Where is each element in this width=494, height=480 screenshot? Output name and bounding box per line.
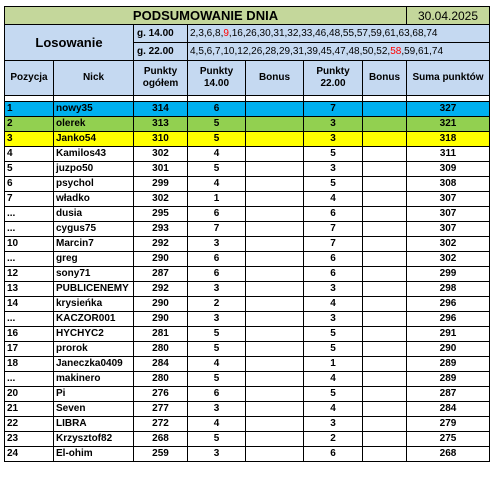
cell-nick: juzpo50 <box>54 162 134 177</box>
cell-nick: nowy35 <box>54 102 134 117</box>
cell-p22: 2 <box>304 432 363 447</box>
cell-total: 276 <box>134 387 188 402</box>
cell-nick: PUBLICENEMY <box>54 282 134 297</box>
cell-pos: 17 <box>5 342 54 357</box>
cell-p14: 5 <box>188 162 246 177</box>
cell-p14: 5 <box>188 117 246 132</box>
header-suma: Suma punktów <box>407 61 490 96</box>
date-cell: 30.04.2025 <box>407 7 490 25</box>
draw-numbers-22: 4,5,6,7,10,12,26,28,29,31,39,45,47,48,50,52,58,59,61,74 <box>188 43 490 61</box>
cell-bonus1 <box>246 297 304 312</box>
cell-bonus2 <box>363 192 407 207</box>
cell-p14: 2 <box>188 297 246 312</box>
cell-p14: 6 <box>188 207 246 222</box>
cell-pos: 18 <box>5 357 54 372</box>
cell-bonus2 <box>363 432 407 447</box>
draw-label-14: g. 14.00 <box>134 25 188 43</box>
cell-sum: 307 <box>407 207 490 222</box>
cell-bonus1 <box>246 327 304 342</box>
cell-nick: Pi <box>54 387 134 402</box>
table-row <box>5 192 490 207</box>
cell-nick: psychol <box>54 177 134 192</box>
cell-bonus1 <box>246 312 304 327</box>
header-pozycja: Pozycja <box>5 61 54 96</box>
cell-p14: 6 <box>188 252 246 267</box>
summary-sheet <box>4 6 490 462</box>
cell-bonus2 <box>363 267 407 282</box>
cell-total: 290 <box>134 297 188 312</box>
table-row <box>5 267 490 282</box>
cell-p22: 6 <box>304 252 363 267</box>
cell-p22: 6 <box>304 207 363 222</box>
cell-sum: 296 <box>407 297 490 312</box>
cell-sum: 287 <box>407 387 490 402</box>
cell-bonus1 <box>246 282 304 297</box>
cell-p22: 6 <box>304 267 363 282</box>
cell-bonus2 <box>363 147 407 162</box>
cell-p22: 5 <box>304 147 363 162</box>
cell-nick: HYCHYC2 <box>54 327 134 342</box>
cell-total: 259 <box>134 447 188 462</box>
draw-hit-22: 58 <box>390 46 402 57</box>
cell-bonus2 <box>363 417 407 432</box>
table-row <box>5 252 490 267</box>
cell-sum: 291 <box>407 327 490 342</box>
cell-bonus2 <box>363 252 407 267</box>
table-row <box>5 387 490 402</box>
cell-nick: władko <box>54 192 134 207</box>
cell-p22: 5 <box>304 177 363 192</box>
cell-pos: 20 <box>5 387 54 402</box>
header-punkty-ogolem: Punkty ogółem <box>134 61 188 96</box>
cell-p22: 4 <box>304 372 363 387</box>
cell-p14: 5 <box>188 327 246 342</box>
cell-bonus2 <box>363 237 407 252</box>
header-punkty-14: Punkty 14.00 <box>188 61 246 96</box>
cell-pos: ... <box>5 312 54 327</box>
cell-total: 272 <box>134 417 188 432</box>
cell-pos: 21 <box>5 402 54 417</box>
cell-sum: 289 <box>407 357 490 372</box>
cell-bonus1 <box>246 102 304 117</box>
cell-nick: El-ohim <box>54 447 134 462</box>
cell-pos: 13 <box>5 282 54 297</box>
draw-hit-14: 9 <box>223 28 229 39</box>
header-bonus-2: Bonus <box>363 61 407 96</box>
cell-sum: 296 <box>407 312 490 327</box>
cell-total: 281 <box>134 327 188 342</box>
cell-total: 310 <box>134 132 188 147</box>
cell-nick: sony71 <box>54 267 134 282</box>
table-row <box>5 342 490 357</box>
cell-p14: 5 <box>188 132 246 147</box>
draw-label-22: g. 22.00 <box>134 43 188 61</box>
cell-bonus2 <box>363 447 407 462</box>
cell-total: 292 <box>134 237 188 252</box>
table-row <box>5 297 490 312</box>
losowanie-label: Losowanie <box>5 25 134 61</box>
table-row <box>5 402 490 417</box>
cell-total: 313 <box>134 117 188 132</box>
cell-sum: 321 <box>407 117 490 132</box>
draw-numbers-14: 2,3,6,8,9,16,26,30,31,32,33,46,48,55,57,59,61,63,68,74 <box>188 25 490 43</box>
cell-bonus2 <box>363 102 407 117</box>
cell-nick: LIBRA <box>54 417 134 432</box>
table-row <box>5 282 490 297</box>
cell-sum: 279 <box>407 417 490 432</box>
cell-bonus1 <box>246 237 304 252</box>
cell-p22: 5 <box>304 387 363 402</box>
cell-pos: ... <box>5 372 54 387</box>
cell-bonus1 <box>246 252 304 267</box>
cell-bonus1 <box>246 417 304 432</box>
cell-bonus2 <box>363 327 407 342</box>
cell-bonus2 <box>363 117 407 132</box>
table-row <box>5 117 490 132</box>
rows-body <box>5 102 490 462</box>
cell-sum: 327 <box>407 102 490 117</box>
table-row <box>5 312 490 327</box>
cell-bonus2 <box>363 312 407 327</box>
cell-total: 302 <box>134 147 188 162</box>
cell-total: 280 <box>134 372 188 387</box>
cell-sum: 275 <box>407 432 490 447</box>
cell-nick: Marcin7 <box>54 237 134 252</box>
cell-total: 290 <box>134 252 188 267</box>
cell-bonus2 <box>363 162 407 177</box>
cell-p14: 3 <box>188 402 246 417</box>
table-row <box>5 177 490 192</box>
cell-nick: prorok <box>54 342 134 357</box>
table-row <box>5 102 490 117</box>
cell-pos: 7 <box>5 192 54 207</box>
cell-p22: 7 <box>304 102 363 117</box>
cell-bonus2 <box>363 357 407 372</box>
cell-pos: 5 <box>5 162 54 177</box>
header-row <box>5 61 490 96</box>
cell-bonus1 <box>246 147 304 162</box>
table-row <box>5 357 490 372</box>
cell-pos: 14 <box>5 297 54 312</box>
cell-bonus2 <box>363 372 407 387</box>
cell-sum: 309 <box>407 162 490 177</box>
cell-nick: KACZOR001 <box>54 312 134 327</box>
cell-bonus1 <box>246 372 304 387</box>
cell-pos: 16 <box>5 327 54 342</box>
cell-pos: 1 <box>5 102 54 117</box>
cell-sum: 289 <box>407 372 490 387</box>
cell-bonus2 <box>363 282 407 297</box>
cell-nick: makinero <box>54 372 134 387</box>
cell-pos: 24 <box>5 447 54 462</box>
cell-nick: greg <box>54 252 134 267</box>
header-punkty-22: Punkty 22.00 <box>304 61 363 96</box>
cell-bonus2 <box>363 387 407 402</box>
table-row <box>5 447 490 462</box>
cell-nick: olerek <box>54 117 134 132</box>
cell-bonus1 <box>246 432 304 447</box>
cell-p14: 4 <box>188 417 246 432</box>
cell-p22: 3 <box>304 132 363 147</box>
table-row <box>5 147 490 162</box>
cell-bonus1 <box>246 402 304 417</box>
cell-pos: 10 <box>5 237 54 252</box>
cell-p22: 7 <box>304 222 363 237</box>
cell-p14: 3 <box>188 447 246 462</box>
cell-pos: ... <box>5 222 54 237</box>
cell-p22: 3 <box>304 117 363 132</box>
cell-pos: 12 <box>5 267 54 282</box>
cell-total: 287 <box>134 267 188 282</box>
cell-sum: 308 <box>407 177 490 192</box>
cell-p14: 4 <box>188 357 246 372</box>
cell-p22: 3 <box>304 162 363 177</box>
cell-pos: 3 <box>5 132 54 147</box>
table-row <box>5 132 490 147</box>
cell-total: 268 <box>134 432 188 447</box>
results-table <box>4 6 490 462</box>
cell-bonus1 <box>246 162 304 177</box>
cell-pos: 6 <box>5 177 54 192</box>
cell-p14: 3 <box>188 312 246 327</box>
cell-total: 280 <box>134 342 188 357</box>
cell-sum: 311 <box>407 147 490 162</box>
cell-bonus2 <box>363 207 407 222</box>
table-row <box>5 162 490 177</box>
cell-bonus2 <box>363 297 407 312</box>
cell-bonus2 <box>363 342 407 357</box>
cell-bonus2 <box>363 132 407 147</box>
cell-bonus1 <box>246 192 304 207</box>
cell-p22: 3 <box>304 417 363 432</box>
cell-pos: 22 <box>5 417 54 432</box>
cell-p14: 5 <box>188 372 246 387</box>
cell-total: 314 <box>134 102 188 117</box>
cell-p14: 7 <box>188 222 246 237</box>
cell-bonus1 <box>246 447 304 462</box>
page-title: PODSUMOWANIE DNIA <box>5 7 407 25</box>
cell-nick: Krzysztof82 <box>54 432 134 447</box>
cell-nick: dusia <box>54 207 134 222</box>
cell-p22: 4 <box>304 192 363 207</box>
cell-p14: 4 <box>188 177 246 192</box>
cell-p14: 6 <box>188 267 246 282</box>
cell-p14: 6 <box>188 387 246 402</box>
cell-sum: 299 <box>407 267 490 282</box>
cell-p14: 4 <box>188 147 246 162</box>
cell-p22: 5 <box>304 327 363 342</box>
cell-total: 293 <box>134 222 188 237</box>
cell-total: 295 <box>134 207 188 222</box>
cell-total: 284 <box>134 357 188 372</box>
table-row <box>5 372 490 387</box>
cell-p22: 4 <box>304 402 363 417</box>
header-bonus-1: Bonus <box>246 61 304 96</box>
cell-p22: 3 <box>304 312 363 327</box>
cell-sum: 268 <box>407 447 490 462</box>
cell-sum: 290 <box>407 342 490 357</box>
cell-bonus2 <box>363 177 407 192</box>
cell-bonus2 <box>363 222 407 237</box>
cell-sum: 302 <box>407 252 490 267</box>
cell-pos: 2 <box>5 117 54 132</box>
cell-bonus1 <box>246 387 304 402</box>
cell-sum: 302 <box>407 237 490 252</box>
cell-p22: 1 <box>304 357 363 372</box>
cell-p22: 3 <box>304 282 363 297</box>
cell-pos: 4 <box>5 147 54 162</box>
cell-nick: Seven <box>54 402 134 417</box>
cell-nick: krysieńka <box>54 297 134 312</box>
cell-pos: ... <box>5 252 54 267</box>
cell-total: 299 <box>134 177 188 192</box>
cell-bonus1 <box>246 222 304 237</box>
cell-total: 277 <box>134 402 188 417</box>
cell-p14: 1 <box>188 192 246 207</box>
cell-bonus1 <box>246 357 304 372</box>
cell-sum: 307 <box>407 222 490 237</box>
cell-bonus1 <box>246 177 304 192</box>
cell-p22: 7 <box>304 237 363 252</box>
cell-p22: 4 <box>304 297 363 312</box>
cell-total: 301 <box>134 162 188 177</box>
cell-bonus1 <box>246 132 304 147</box>
cell-p14: 5 <box>188 342 246 357</box>
cell-bonus1 <box>246 267 304 282</box>
table-row <box>5 222 490 237</box>
cell-p22: 5 <box>304 342 363 357</box>
cell-sum: 307 <box>407 192 490 207</box>
cell-sum: 318 <box>407 132 490 147</box>
cell-bonus2 <box>363 402 407 417</box>
table-row <box>5 417 490 432</box>
header-nick: Nick <box>54 61 134 96</box>
cell-p22: 6 <box>304 447 363 462</box>
cell-nick: cygus75 <box>54 222 134 237</box>
table-row <box>5 432 490 447</box>
cell-sum: 284 <box>407 402 490 417</box>
cell-nick: Janeczka0409 <box>54 357 134 372</box>
cell-pos: 23 <box>5 432 54 447</box>
cell-total: 292 <box>134 282 188 297</box>
cell-bonus1 <box>246 117 304 132</box>
table-row <box>5 327 490 342</box>
cell-bonus1 <box>246 207 304 222</box>
cell-pos: ... <box>5 207 54 222</box>
cell-total: 302 <box>134 192 188 207</box>
table-row <box>5 237 490 252</box>
cell-nick: Janko54 <box>54 132 134 147</box>
cell-nick: Kamilos43 <box>54 147 134 162</box>
cell-p14: 3 <box>188 237 246 252</box>
cell-p14: 6 <box>188 102 246 117</box>
cell-total: 290 <box>134 312 188 327</box>
cell-sum: 298 <box>407 282 490 297</box>
cell-bonus1 <box>246 342 304 357</box>
cell-p14: 5 <box>188 432 246 447</box>
cell-p14: 3 <box>188 282 246 297</box>
table-row <box>5 207 490 222</box>
